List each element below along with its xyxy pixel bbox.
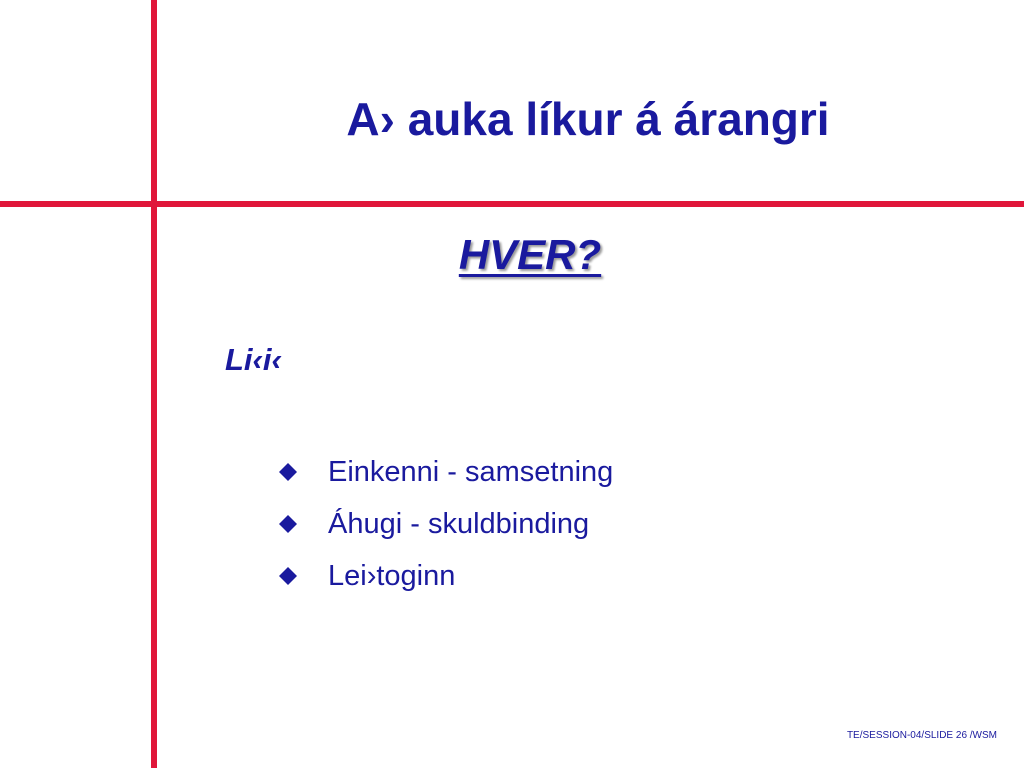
- list-item: [278, 446, 613, 498]
- slide-subtitle: HVER?: [458, 231, 602, 278]
- bullet-text: Lei›toginn: [328, 559, 456, 592]
- diamond-icon: [278, 566, 298, 586]
- vertical-rule-line: [151, 0, 157, 768]
- diamond-icon: [278, 462, 298, 482]
- horizontal-rule-line: [0, 201, 1024, 207]
- list-item: [278, 550, 613, 602]
- slide-footer: TE/SESSION-04/SLIDE 26 /WSM: [846, 730, 997, 741]
- section-heading: Li‹i‹: [225, 342, 282, 377]
- bullet-text: Áhugi - skuldbinding: [328, 507, 590, 540]
- bullet-list: [278, 446, 613, 602]
- slide-title: A› auka líkur á árangri: [346, 93, 830, 145]
- bullet-text: Einkenni - samsetning: [328, 455, 614, 488]
- list-item: [278, 498, 613, 550]
- diamond-icon: [278, 514, 298, 534]
